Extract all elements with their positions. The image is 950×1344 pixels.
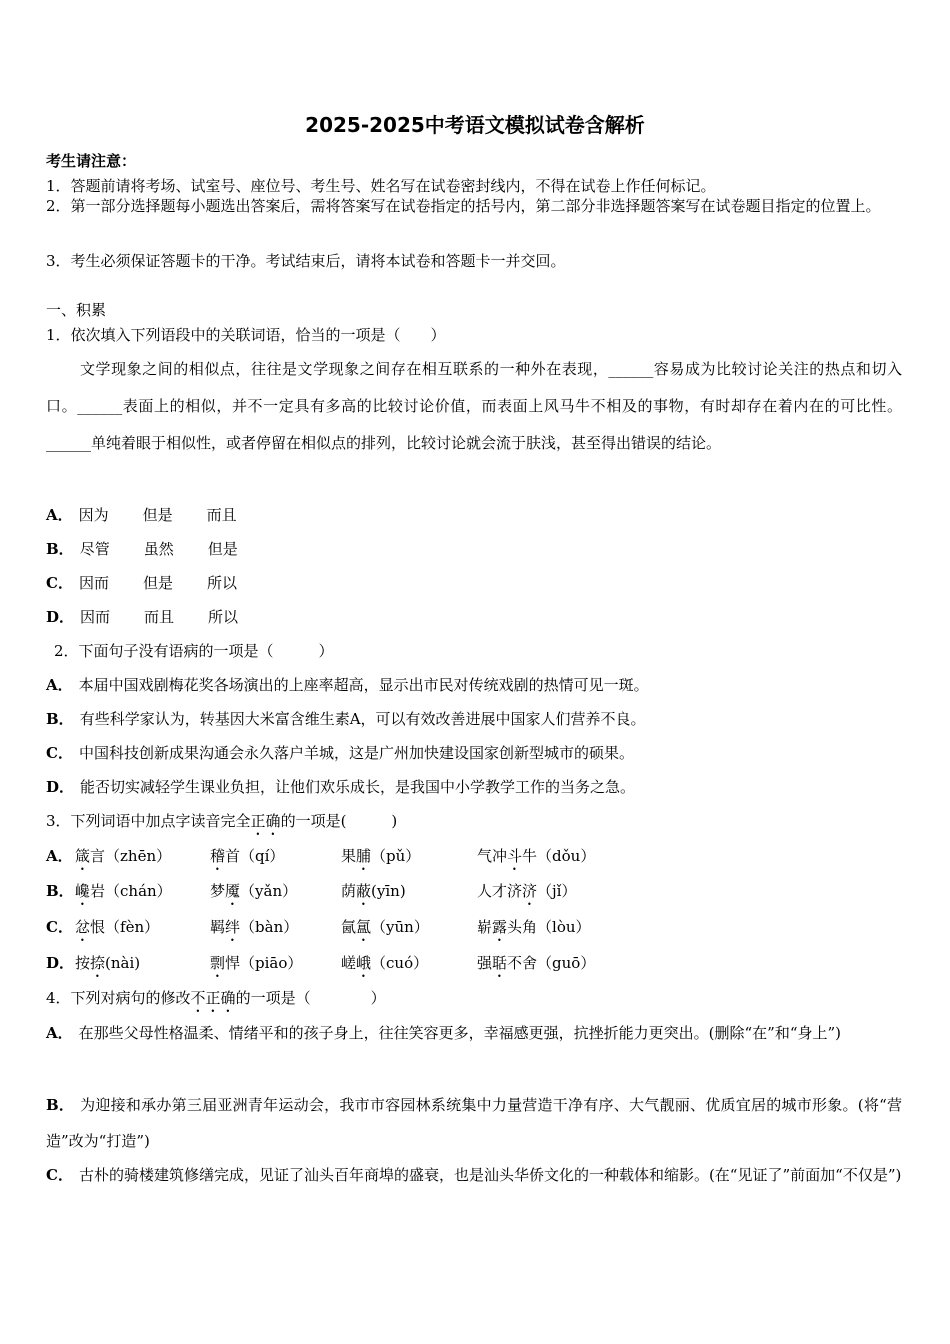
option-item	[210, 845, 341, 874]
question-4-option-b	[46, 1087, 902, 1159]
dotted-char: 聒	[492, 954, 508, 972]
option-label: D．	[46, 778, 75, 796]
option-item	[341, 952, 477, 981]
question-3-option-d	[46, 952, 595, 981]
question-2-option-b	[46, 708, 646, 730]
stem-text: 4．下列对病句的修改	[46, 989, 191, 1007]
item-text: 嵯	[341, 954, 357, 972]
item-text: 梦	[210, 882, 226, 900]
item-text: 悍（piāo）	[225, 954, 303, 972]
page-title: 2025-2025中考语文模拟试卷含解析	[305, 113, 645, 137]
question-2-option-a	[46, 674, 649, 696]
option-word: 而且	[144, 608, 175, 626]
option-label: A．	[46, 1024, 73, 1042]
option-text: 中国科技创新成果沟通会永久落户羊城，这是广州加快建设国家创新型城市的硕果。	[78, 744, 634, 762]
item-text: 按	[75, 954, 91, 972]
option-label: A．	[46, 676, 73, 694]
option-word: 但是	[207, 540, 238, 558]
option-label: C．	[46, 744, 73, 762]
item-text: 恨（fèn）	[90, 918, 160, 936]
option-item	[210, 952, 341, 981]
dotted-char: 峨	[356, 954, 372, 972]
question-4-stem	[46, 987, 386, 1016]
item-text: （cuó）	[371, 954, 429, 972]
question-3-stem	[46, 810, 397, 839]
question-4-option-a	[46, 1015, 902, 1051]
option-word: 虽然	[143, 540, 174, 558]
option-word: 但是	[142, 574, 173, 592]
option-item	[75, 845, 210, 874]
option-label: B．	[46, 882, 74, 900]
stem-emphasis: 不正确	[190, 989, 236, 1007]
item-text: 气冲	[477, 847, 508, 865]
option-text: 能否切实减轻学生课业负担，让他们欢乐成长，是我国中小学教学工作的当务之急。	[80, 778, 636, 796]
option-item	[477, 952, 595, 981]
item-text: (yīn)	[371, 882, 406, 900]
option-item	[210, 916, 341, 945]
item-text: 崭	[477, 918, 493, 936]
dotted-char: 巉	[75, 882, 91, 900]
dotted-char: 脯	[356, 847, 372, 865]
option-word: 因而	[78, 574, 109, 592]
question-3-option-b	[46, 880, 576, 909]
question-1-option-c	[46, 572, 237, 594]
option-item	[75, 952, 210, 981]
item-text: 岩（chán）	[90, 882, 172, 900]
option-label: D．	[46, 608, 75, 626]
option-text: 为迎接和承办第三届亚洲青年运动会，我市市容园林系统集中力量营造干净有序、大气靓丽、优质宜居的城市形象。(将“营造”改为“打造”)	[46, 1096, 902, 1150]
option-word: 而且	[206, 506, 237, 524]
item-text: 头角（lòu）	[507, 918, 591, 936]
notice-heading: 考生请注意：	[46, 152, 137, 170]
dotted-char: 捺	[90, 954, 106, 972]
dotted-char: 蔽	[356, 882, 372, 900]
stem-text: 的一项是（ ）	[235, 989, 386, 1007]
item-text: 果	[341, 847, 357, 865]
dotted-char: 魇	[225, 882, 241, 900]
option-label: C．	[46, 918, 73, 936]
question-1-stem: 1．依次填入下列语段中的关联词语，恰当的一项是（ ）	[46, 326, 446, 344]
option-label: C．	[46, 1166, 73, 1184]
dotted-char: 济	[522, 882, 538, 900]
item-text: 言（zhēn）	[90, 847, 172, 865]
item-text: （jǐ）	[537, 882, 577, 900]
question-1-passage: 文学现象之间的相似点，往往是文学现象之间存在相互联系的一种外在表现，______容易成为比较讨论关注的热点和切入口。______表面上的相似，并不一定具有多高的比较讨论价值，而表面上风马牛不相及的事物，有时却存在着内在的可比性。______单纯着眼于相似性，或者停留在相似点的排列，比较讨论就会流于肤浅，甚至得出错误的结论。	[46, 360, 902, 452]
option-item	[75, 916, 210, 945]
item-text: 荫	[341, 882, 357, 900]
question-1-option-a	[46, 504, 237, 526]
notice-item: 1．答题前请将考场、试室号、座位号、考生号、姓名写在试卷密封线内，不得在试卷上作任何标记。	[46, 177, 716, 195]
item-text: 氤	[341, 918, 357, 936]
section-heading: 一、积累	[46, 301, 107, 319]
stem-text: 3．下列词语中加点字读音完全	[46, 812, 251, 830]
option-label: A．	[46, 506, 73, 524]
dotted-char: 稽	[210, 847, 226, 865]
question-1-option-b	[46, 538, 238, 560]
item-text: （pǔ）	[371, 847, 421, 865]
option-label: B．	[46, 540, 74, 558]
question-2-option-d	[46, 776, 635, 798]
item-text: 强	[477, 954, 493, 972]
dotted-char: 氲	[356, 918, 372, 936]
option-word: 因为	[78, 506, 109, 524]
question-3-option-a	[46, 845, 595, 874]
option-word: 所以	[208, 608, 239, 626]
dotted-char: 露	[492, 918, 508, 936]
question-2-stem: 2．下面句子没有语病的一项是（ ）	[54, 642, 334, 660]
option-item	[477, 845, 595, 874]
item-text: （bàn）	[240, 918, 299, 936]
dotted-char: 忿	[75, 918, 91, 936]
option-item	[75, 880, 210, 909]
notice-item: 3．考生必须保证答题卡的干净。考试结束后，请将本试卷和答题卡一并交回。	[46, 252, 566, 270]
option-label: C．	[46, 574, 73, 592]
option-word: 但是	[142, 506, 173, 524]
notice-item: 2．第一部分选择题每小题选出答案后，需将答案写在试卷指定的括号内，第二部分非选择题答案写在试卷题目指定的位置上。	[46, 197, 881, 215]
option-word: 所以	[206, 574, 237, 592]
option-label: A．	[46, 847, 73, 865]
option-label: B．	[46, 710, 74, 728]
stem-text: 的一项是( )	[280, 812, 398, 830]
option-item	[341, 916, 477, 945]
dotted-char: 剽	[210, 954, 226, 972]
item-text: 不舍（guō）	[507, 954, 596, 972]
item-text: (nài)	[105, 954, 141, 972]
option-item	[341, 845, 477, 874]
option-item	[210, 880, 341, 909]
option-text: 本届中国戏剧梅花奖各场演出的上座率超高，显示出市民对传统戏剧的热情可见一斑。	[78, 676, 649, 694]
dotted-char: 斗	[507, 847, 523, 865]
question-2-option-c	[46, 742, 634, 764]
option-item	[341, 880, 477, 909]
option-text: 在那些父母性格温柔、情绪平和的孩子身上，往往笑容更多，幸福感更强，抗挫折能力更突出。(删除“在”和“身上”)	[78, 1024, 842, 1042]
dotted-char: 箴	[75, 847, 91, 865]
option-word: 尽管	[79, 540, 110, 558]
option-label: D．	[46, 954, 75, 972]
option-label: B．	[46, 1096, 75, 1114]
dotted-char: 绊	[225, 918, 241, 936]
option-word: 因而	[80, 608, 111, 626]
item-text: （yūn）	[371, 918, 429, 936]
option-item	[477, 880, 576, 909]
question-3-option-c	[46, 916, 591, 945]
item-text: 人才济	[477, 882, 523, 900]
option-text: 古朴的骑楼建筑修缮完成，见证了汕头百年商埠的盛衰，也是汕头华侨文化的一种载体和缩影。(在“见证了”前面加“不仅是”)	[78, 1166, 902, 1184]
option-item	[477, 916, 591, 945]
option-text: 有些科学家认为，转基因大米富含维生素A，可以有效改善进展中国家人们营养不良。	[79, 710, 646, 728]
item-text: （yǎn）	[240, 882, 298, 900]
item-text: 首（qí）	[225, 847, 285, 865]
question-4-option-c	[46, 1157, 902, 1193]
stem-emphasis: 正确	[250, 812, 281, 830]
item-text: 牛（dǒu）	[522, 847, 596, 865]
question-1-option-d	[46, 606, 238, 628]
item-text: 羁	[210, 918, 226, 936]
